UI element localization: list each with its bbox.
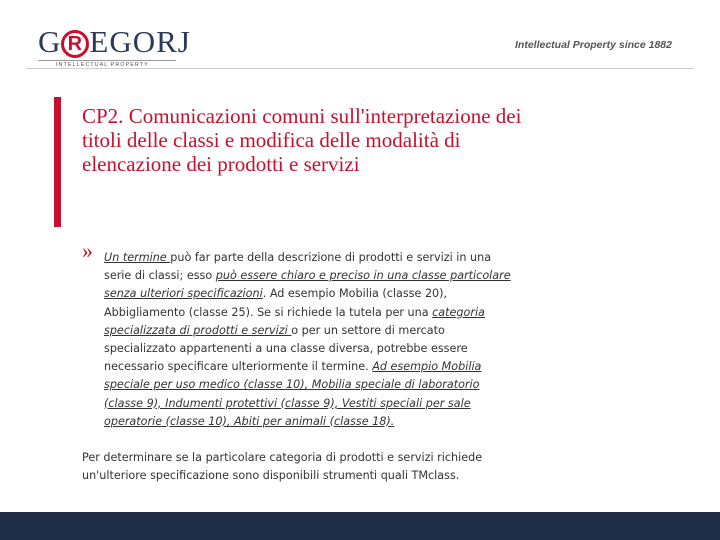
- bullet-text-2: . Ad esempio Mobilia (classe 20), Abbigliamento (classe 25). Se si richiede la tutela per una: [104, 287, 448, 319]
- registered-mark-icon: R: [61, 30, 89, 58]
- tagline: Intellectual Property since 1882: [515, 39, 672, 51]
- footer-bar: [0, 512, 720, 540]
- company-logo: [38, 26, 198, 66]
- closing-paragraph: Per determinare se la particolare categoria di prodotti e servizi richiede un'ulteriore specificazione sono disponibili strumenti quali TMclass.: [82, 451, 483, 483]
- bullet-text-3: o per un settore di mercato specializzato appartenenti a una classe diversa, potrebbe essere necessario specificare ulteriormente il termine.: [104, 323, 468, 374]
- title-accent-bar: [54, 97, 61, 227]
- logo-subtitle: INTELLECTUAL PROPERTY: [38, 60, 176, 68]
- logo-wordmark: G R EGORJ: [38, 24, 191, 59]
- bullet-underlined-3: categoria specializzata di prodotti e servizi: [104, 305, 485, 337]
- title-code: CP2.: [82, 104, 124, 128]
- bullet-paragraph: [104, 249, 520, 431]
- bullet-text-1: può far parte della descrizione di prodotti e servizi in una serie di classi; esso: [104, 251, 492, 283]
- bullet-underlined-4: Ad esempio Mobilia speciale per uso medico (classe 10), Mobilia speciale di laboratorio (classe 9), Indumenti protettivi (classe 9), Vestiti speciali per sale operatorie (classe 10), Abiti per animali (classe 18).: [104, 360, 482, 428]
- title-text: Comunicazioni comuni sull'interpretazione dei titoli delle classi e modifica delle modalità di elencazione dei prodotti e servizi: [82, 104, 522, 176]
- bullet-underlined-1: Un termine: [104, 251, 171, 264]
- bullet-chevron-icon: »: [82, 238, 93, 263]
- header-divider: [26, 68, 694, 69]
- bullet-underlined-2: può essere chiaro e preciso in una classe particolare senza ulteriori specificazioni: [104, 269, 511, 301]
- slide-title: [82, 104, 522, 176]
